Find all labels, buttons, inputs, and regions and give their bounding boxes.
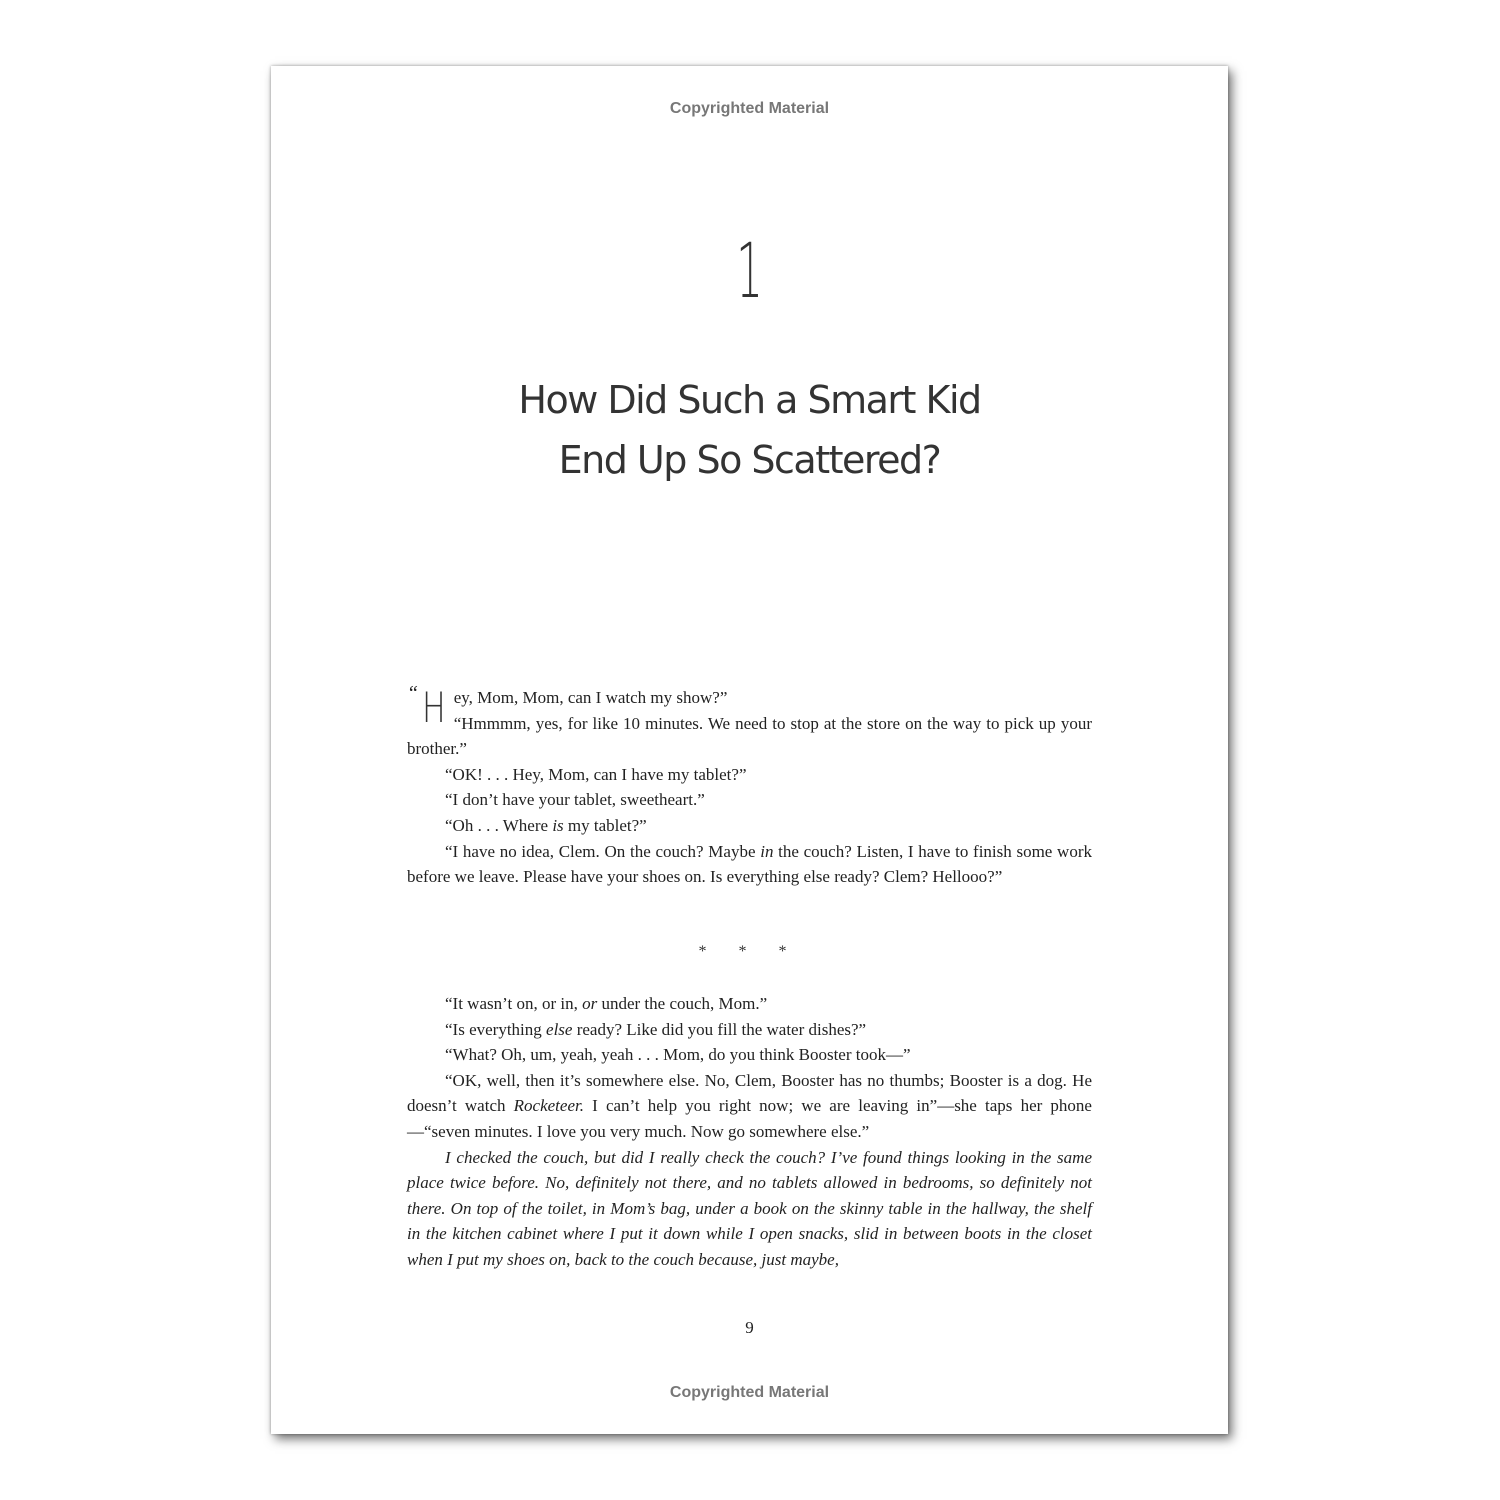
paragraph-text: under the couch, Mom.” [597,994,768,1013]
chapter-title-line-2: End Up So Scattered? [558,438,941,482]
copyright-header: Copyrighted Material [669,100,830,117]
chapter-number: 1 [736,226,763,315]
section-break: * * * [698,943,801,960]
paragraph [407,762,1092,788]
emphasis: in [760,841,774,861]
paragraph-text: “OK, well, then it’s somewhere else. No, Clem, Booster has no thumbs; Booster is a dog. He doesn’t watch [407,1070,1092,1116]
emphasis: is [552,815,564,835]
paragraph [407,839,1092,890]
emphasis: or [582,994,598,1013]
chapter-title [271,370,1228,490]
paragraph-text: “Oh . . . Where [445,815,553,835]
paragraph-text: “I have no idea, Clem. On the couch? Maybe [445,841,761,861]
paragraph-text: ey, Mom, Mom, can I watch my show?” [453,688,728,707]
paragraph [407,1068,1092,1145]
paragraph [407,1017,1092,1043]
emphasis: Rocketeer. [513,1096,584,1116]
paragraph-text: I can’t help you right now; we are leaving in”—she taps her phone—“seven minutes. I love you very much. Now go somewhere else.” [407,1096,1092,1141]
book-page [271,66,1228,1434]
paragraph [407,1042,1092,1068]
opening-quote: “ [407,682,419,704]
italic-paragraph-text: I checked the couch, but did I really check the couch? I’ve found things looking in the same place twice before. No, definitely not there, and no tablets allowed in bedrooms, so definitely not there. On top of the toilet, in Mom’s bag, under a book on the skinny table in the hallway, the shelf in the kitchen cabinet where I put it down while I open snacks, slid in between boots in the closet when I put my shoes on, back to the couch because, just maybe, [407,1147,1092,1269]
paragraph [407,787,1092,813]
paragraph-text: “Hmmmm, yes, for like 10 minutes. We need to stop at the store on the way to pick up your brother.” [407,713,1092,759]
emphasis: else [546,1019,573,1039]
page-number: 9 [745,1318,754,1337]
paragraph-text: “OK! . . . Hey, Mom, can I have my tablet?” [445,764,747,784]
paragraph-text: “Is everything [445,1019,547,1039]
paragraph-text: ready? Like did you fill the water dishes?” [572,1019,867,1039]
paragraph-text: “What? Oh, um, yeah, yeah . . . Mom, do you think Booster took—” [445,1045,911,1065]
body-text-section-1 [407,682,1092,890]
paragraph-text: “I don’t have your tablet, sweetheart.” [445,790,705,810]
body-text-section-2 [407,991,1092,1273]
paragraph-text: “It wasn’t on, or in, [445,994,583,1013]
paragraph [407,991,1092,1017]
paragraph [407,813,1092,839]
paragraph [407,1145,1092,1273]
paragraph-text: the couch? Listen, I have to finish some work before we leave. Please have your shoes on. Is everything else ready? Clem? Hellooo?” [407,841,1092,887]
paragraph [407,682,1092,762]
chapter-title-line-1: How Did Such a Smart Kid [518,378,981,422]
copyright-footer: Copyrighted Material [669,1384,830,1401]
drop-cap: H [422,683,446,732]
paragraph-text: my tablet?” [563,815,647,835]
